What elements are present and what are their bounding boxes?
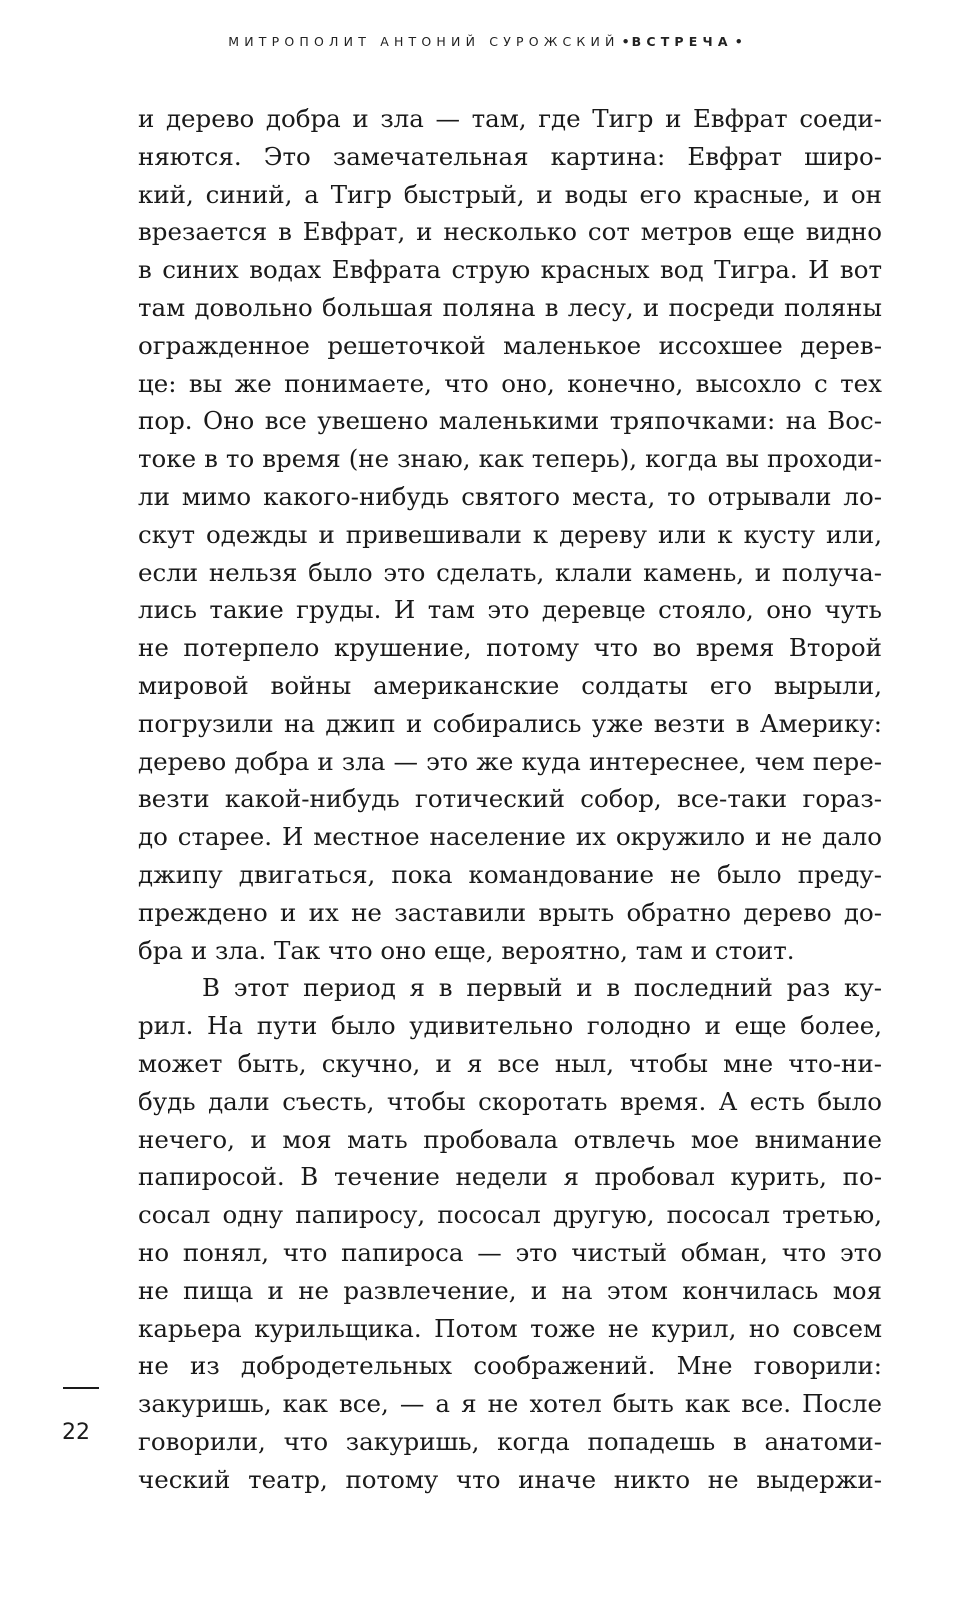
text-line: це: вы же понимаете, что оно, конечно, высохло с тех xyxy=(138,368,882,398)
text-line: преждено и их не заставили врыть обратно дерево до- xyxy=(138,897,882,927)
text-line: пор. Оно все увешено маленькими тряпочками: на Вос- xyxy=(138,406,882,436)
running-head-book-title: ВСТРЕЧА xyxy=(631,34,733,49)
text-line: не пища и не развлечение, и на этом кончилась моя xyxy=(138,1275,882,1305)
paragraph-start-line: В этот период я в первый и в последний раз ку- xyxy=(202,973,882,1003)
text-line: няются. Это замечательная картина: Евфрат широ- xyxy=(138,141,882,171)
text-line: может быть, скучно, и я все ныл, чтобы мне что-ни- xyxy=(138,1048,882,1078)
text-line: ческий театр, потому что иначе никто не выдержи- xyxy=(138,1464,882,1494)
text-line: будь дали съесть, чтобы скоротать время. А есть было xyxy=(138,1086,882,1116)
text-line: папиросой. В течение недели я пробовал курить, по- xyxy=(138,1162,882,1192)
text-line: там довольно большая поляна в лесу, и посреди поляны xyxy=(138,292,882,322)
body-text xyxy=(138,100,882,1498)
text-line: джипу двигаться, пока командование не было преду- xyxy=(138,859,882,889)
running-head-separator: • xyxy=(621,34,630,49)
text-line: лись такие груды. И там это деревце стояло, оно чуть xyxy=(138,595,882,625)
text-line: сосал одну папиросу, пососал другую, пососал третью, xyxy=(138,1200,882,1230)
text-line: везти какой-нибудь готический собор, все-таки гораз- xyxy=(138,784,882,814)
text-line: но понял, что папироса — это чистый обман, что это xyxy=(138,1237,882,1267)
paragraph-end-line: бра и зла. Так что оно еще, вероятно, там и стоит. xyxy=(138,935,795,965)
text-line: если нельзя было это сделать, клали камень, и получа- xyxy=(138,557,882,587)
running-head-author: МИТРОПОЛИТ АНТОНИЙ СУРОЖСКИЙ xyxy=(228,34,620,49)
text-line: карьера курильщика. Потом тоже не курил, но совсем xyxy=(138,1313,882,1343)
text-line: до старее. И местное население их окружило и не дало xyxy=(138,822,882,852)
text-line: закуришь, как все, — а я не хотел быть как все. После xyxy=(138,1389,882,1419)
text-line: не потерпело крушение, потому что во время Второй xyxy=(138,633,882,663)
text-line: кий, синий, а Тигр быстрый, и воды его красные, и он xyxy=(138,179,882,209)
text-line: огражденное решеточкой маленькое иссохшее дерев- xyxy=(138,330,882,360)
text-line: ли мимо какого-нибудь святого места, то отрывали ло- xyxy=(138,481,882,511)
page-number: 22 xyxy=(62,1420,90,1445)
text-line: скут одежды и привешивали к дереву или к кусту или, xyxy=(138,519,882,549)
text-line: рил. На пути было удивительно голодно и еще более, xyxy=(138,1011,882,1041)
text-line: в синих водах Евфрата струю красных вод Тигра. И вот xyxy=(138,255,882,285)
page-number-rule xyxy=(63,1387,99,1389)
running-head-end-mark: • xyxy=(734,34,743,49)
text-line: погрузили на джип и собирались уже везти в Америку: xyxy=(138,708,882,738)
text-line: мировой войны американские солдаты его вырыли, xyxy=(138,670,882,700)
text-line: нечего, и моя мать пробовала отвлечь мое внимание xyxy=(138,1124,882,1154)
running-head xyxy=(0,34,973,49)
text-line: врезается в Евфрат, и несколько сот метров еще видно xyxy=(138,217,882,247)
text-line: и дерево добра и зла — там, где Тигр и Евфрат соеди- xyxy=(138,104,882,133)
text-line: дерево добра и зла — это же куда интереснее, чем пере- xyxy=(138,746,882,776)
text-line: токе в то время (не знаю, как теперь), когда вы проходи- xyxy=(138,444,882,474)
text-line: говорили, что закуришь, когда попадешь в анатоми- xyxy=(138,1426,882,1456)
text-line: не из добродетельных соображений. Мне говорили: xyxy=(138,1351,882,1381)
